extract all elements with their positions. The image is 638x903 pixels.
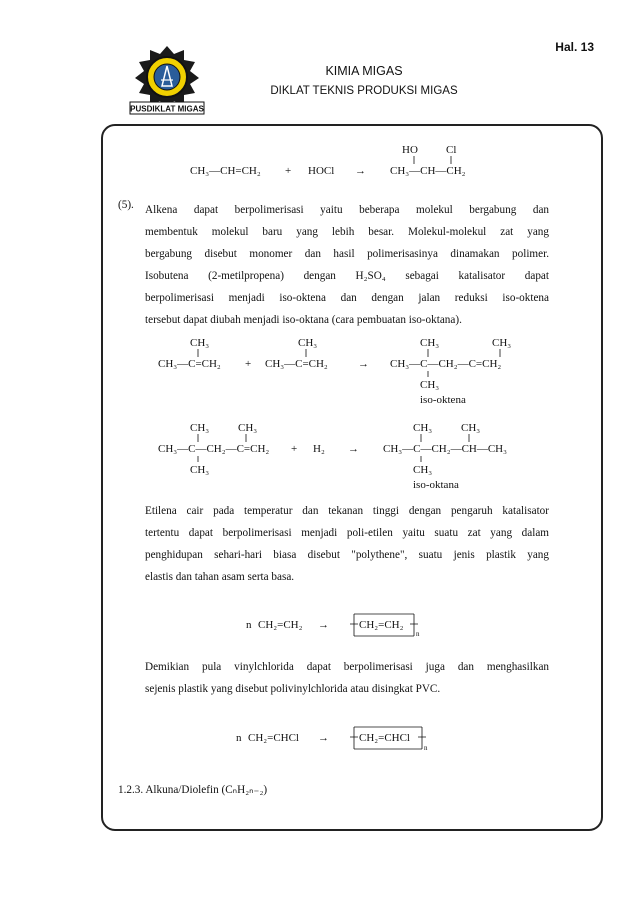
paragraph-pvc — [145, 656, 549, 700]
methyl-group: CH₃ — [413, 464, 433, 476]
label-iso-oktana: iso-oktana — [413, 479, 459, 491]
polymer-unit: CH₂=CH₂ — [359, 619, 404, 631]
item-number: (5). — [118, 199, 134, 211]
methyl-group: CH₃ — [461, 422, 481, 434]
monomer-isobutena: CH₃—C=CH₂ — [265, 358, 328, 370]
methyl-group: CH₃ — [420, 379, 440, 391]
reagent-hocl: HOCl — [308, 165, 335, 177]
text-line: Demikian pula vinylchlorida dapat berpolimerisasi juga dan menghasilkan — [145, 661, 549, 673]
plus-sign: + — [245, 358, 252, 370]
text-line: tersebut dapat diubah menjadi iso-oktana (cara pembuatan iso-oktana). — [145, 314, 462, 326]
page-number: Hal. 13 — [555, 40, 594, 54]
reaction-iso-oktena — [158, 333, 538, 407]
text-line: elastis dan tahan asam serta basa. — [145, 571, 295, 583]
plus-sign: + — [291, 443, 298, 455]
reaction-polyethylene — [246, 606, 436, 646]
arrow: → — [318, 619, 329, 631]
text-line: bergabung disebut monomer dan hasil polimerisasinya dinamakan polimer. — [145, 248, 549, 260]
product-iso-oktena: CH₃—C—CH₂—C=CH₂ — [390, 358, 502, 370]
pusdiklat-migas-logo — [112, 40, 222, 120]
text-line: berpolimerisasi menjadi iso-oktena dan dengan jalan reduksi iso-oktena — [145, 292, 549, 304]
coefficient-n: n — [236, 732, 242, 744]
document-title: KIMIA MIGAS — [325, 64, 403, 78]
monomer-vinylchloride: CH₂=CHCl — [248, 732, 299, 744]
document-subtitle: DIKLAT TEKNIS PRODUKSI MIGAS — [270, 85, 458, 97]
hydrogen: H₂ — [313, 443, 325, 455]
monomer-ethylene: CH₂=CH₂ — [258, 619, 303, 631]
text-line: membentuk molekul baru yang lebih besar. Molekul-molekul zat yang — [145, 226, 549, 238]
text-line: penghidupan sehari-hari biasa disebut "polythene", suatu jenis plastik yang — [145, 549, 549, 561]
subscript-n: n — [424, 744, 428, 752]
methyl-group: CH₃ — [190, 464, 210, 476]
substituent-ho: HO — [402, 144, 418, 156]
methyl-group: CH₃ — [420, 337, 440, 349]
polymer-unit: CH₂=CHCl — [359, 732, 410, 744]
arrow: → — [358, 358, 369, 370]
monomer-isobutena: CH₃—C=CH₂ — [158, 358, 221, 370]
text-line: Etilena cair pada temperatur dan tekanan tinggi dengan pengaruh katalisator — [145, 505, 549, 517]
text-line: tertentu dapat berpolimerisasi menjadi poli-etilen yaitu suatu zat yang dalam — [145, 527, 549, 539]
text-line: Alkena dapat berpolimerisasi yaitu beberapa molekul bergabung dan — [145, 204, 549, 216]
arrow: → — [318, 732, 329, 744]
methyl-group: CH₃ — [413, 422, 433, 434]
arrow: → — [348, 443, 359, 455]
methyl-group: CH₃ — [492, 337, 512, 349]
substituent-cl: Cl — [446, 144, 457, 156]
plus-sign: + — [285, 165, 292, 177]
logo-text: PUSDIKLAT MIGAS — [130, 104, 204, 114]
methyl-group: CH₃ — [190, 422, 210, 434]
reactant-iso-oktena: CH₃—C—CH₂—C=CH₂ — [158, 443, 270, 455]
subscript-n: n — [416, 630, 420, 638]
reactant-propene: CH₃—CH=CH₂ — [190, 165, 261, 177]
text-line: sejenis plastik yang disebut polivinylchlorida atau disingkat PVC. — [145, 683, 441, 695]
section-heading-alkuna: 1.2.3. Alkuna/Diolefin (CₙH₂ₙ₋₂) — [118, 784, 268, 796]
reaction-iso-oktana — [158, 418, 548, 494]
paragraph-polimerisasi — [145, 199, 549, 331]
reaction-pvc — [236, 719, 446, 759]
methyl-group: CH₃ — [190, 337, 210, 349]
methyl-group: CH₃ — [238, 422, 258, 434]
paragraph-etilena — [145, 500, 549, 588]
methyl-group: CH₃ — [298, 337, 318, 349]
arrow: → — [355, 165, 366, 177]
coefficient-n: n — [246, 619, 252, 631]
product-iso-oktana: CH₃—C—CH₂—CH—CH₃ — [383, 443, 507, 455]
label-iso-oktena: iso-oktena — [420, 394, 466, 406]
reaction-hocl — [190, 140, 490, 184]
text-line: Isobutena (2-metilpropena) dengan H₂SO₄ sebagai katalisator dapat — [145, 270, 549, 282]
product-chlorohydrin: CH₃—CH—CH₂ — [390, 165, 466, 177]
